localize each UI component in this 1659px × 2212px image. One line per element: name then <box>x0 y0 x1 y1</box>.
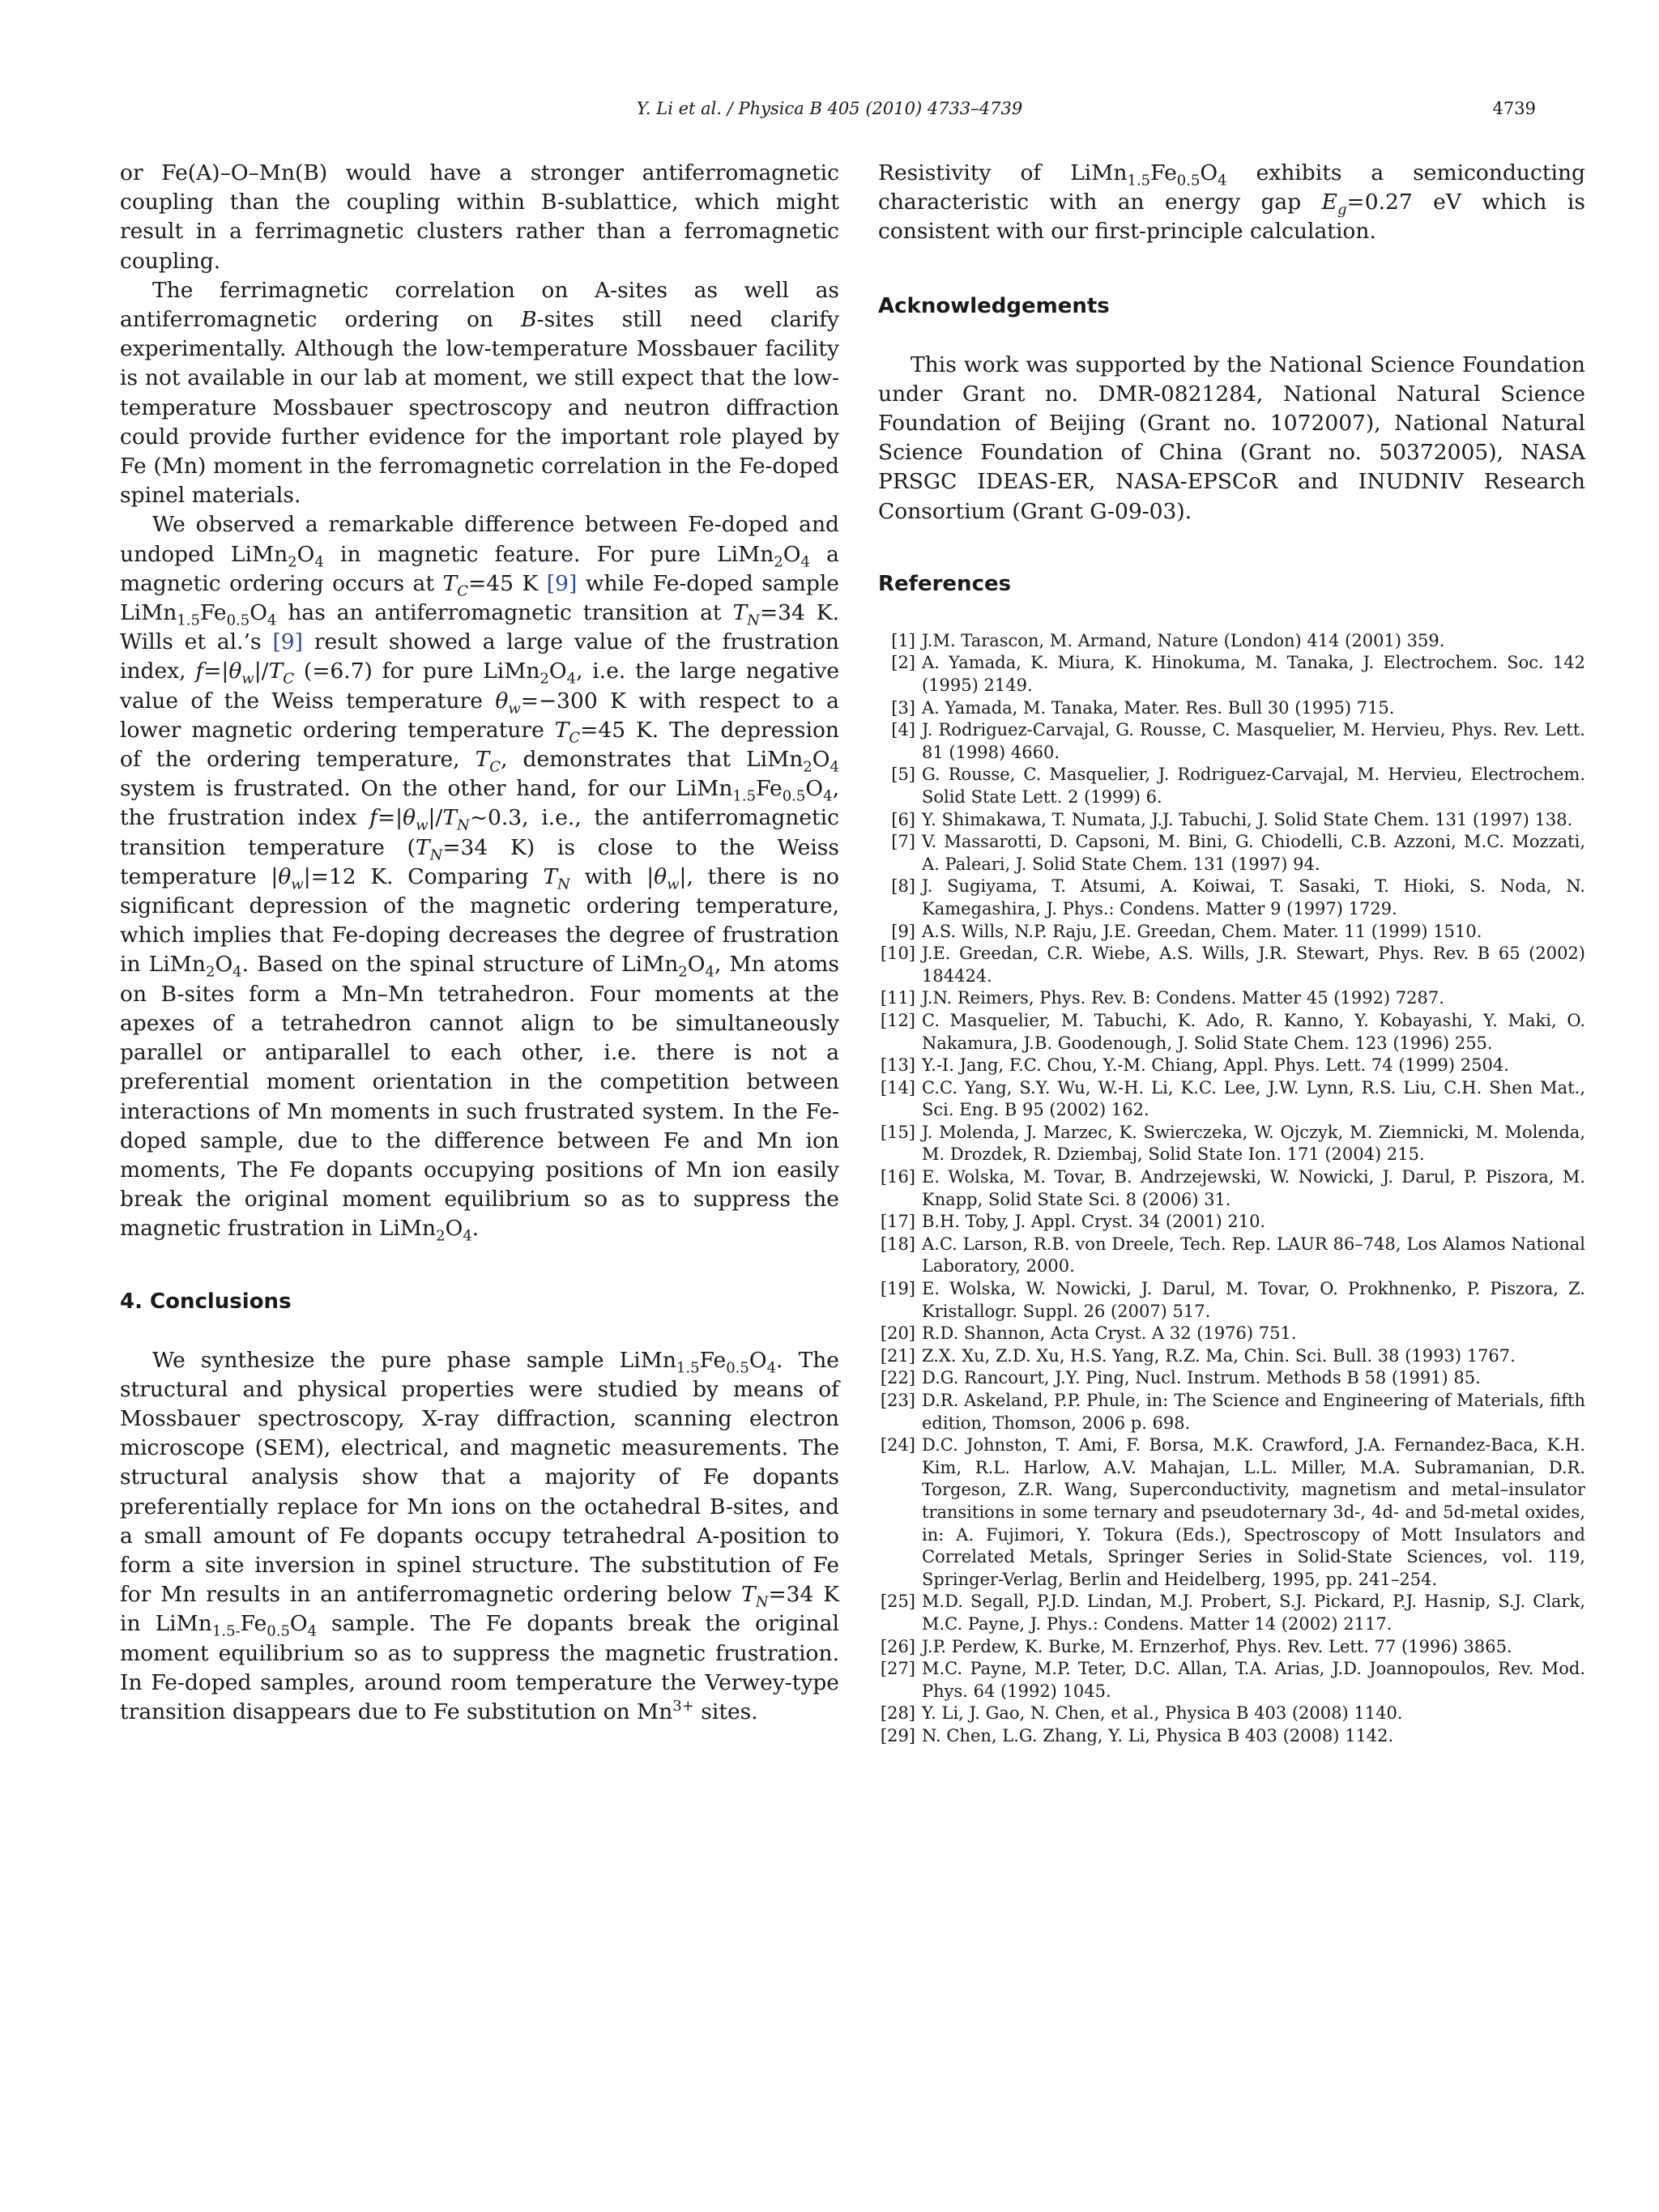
reference-text: Y. Shimakawa, T. Numata, J.J. Tabuchi, J. Solid State Chem. 131 (1997) 138. <box>922 809 1573 829</box>
reference-text: J.E. Greedan, C.R. Wiebe, A.S. Wills, J.R. Stewart, Phys. Rev. B 65 (2002) 184424. <box>922 944 1585 986</box>
reference-item <box>878 1122 1585 1166</box>
reference-item <box>878 1323 1585 1345</box>
reference-item <box>878 1345 1585 1368</box>
reference-number: [16] <box>880 1167 915 1187</box>
reference-text: A.S. Wills, N.P. Raju, J.E. Greedan, Chem. Mater. 11 (1999) 1510. <box>922 921 1482 941</box>
reference-item <box>878 809 1585 832</box>
acknowledgements-heading: Acknowledgements <box>878 293 1110 318</box>
reference-number: [27] <box>880 1659 915 1679</box>
reference-text: V. Massarotti, D. Capsoni, M. Bini, G. Chiodelli, C.B. Azzoni, M.C. Mozzati, A. Paleari, J. Solid State Chem. 131 (1997) 94. <box>922 832 1585 874</box>
reference-text: Z.X. Xu, Z.D. Xu, H.S. Yang, R.Z. Ma, Chin. Sci. Bull. 38 (1993) 1767. <box>922 1345 1516 1366</box>
reference-text: J.P. Perdew, K. Burke, M. Ernzerhof, Phys. Rev. Lett. 77 (1996) 3865. <box>922 1636 1512 1656</box>
paragraph-conclusions: We synthesize the pure phase sample $LiMn_{1.5}Fe_{0.5}O_4$. The structural and physical properties were studied by means of Mossbauer spectroscopy, X-ray diffraction, scanning electron microscope (SEM), electrical, and magnetic measurements. The structural analysis show that a majority of Fe dopants preferentially replace for Mn ions on the octahedral B-sites, and a small amount of Fe dopants occupy tetrahedral A-position to form a site inversion in spinel structure. The substitution of Fe for Mn results in an antiferromagnetic ordering below $T_N=34$ K in $LiMn_{1.5-}Fe_{0.5}O_4$ sample. The Fe dopants break the original moment equilibrium so as to suppress the magnetic frustration. In Fe-doped samples, around room temperature the Verwey-type transition disappears due to Fe substitution on $Mn^{3+}$ sites. <box>120 1347 840 1724</box>
reference-text: A. Yamada, M. Tanaka, Mater. Res. Bull 30 (1995) 715. <box>922 697 1395 718</box>
reference-item <box>878 1077 1585 1122</box>
reference-number: [26] <box>880 1636 915 1656</box>
reference-item <box>878 697 1585 720</box>
reference-item <box>878 1703 1585 1725</box>
reference-text: Y.-I. Jang, F.C. Chou, Y.-M. Chiang, Appl. Phys. Lett. 74 (1999) 2504. <box>922 1055 1509 1076</box>
reference-text: J. Molenda, J. Marzec, K. Swierczeka, W. Ojczyk, M. Ziemnicki, M. Molenda, M. Drozdek, R. Dziembaj, Solid State Ion. 171 (2004) 215. <box>922 1122 1585 1165</box>
reference-text: D.R. Askeland, P.P. Phule, in: The Science and Engineering of Materials, fifth edition, Thomson, 2006 p. 698. <box>922 1391 1585 1433</box>
reference-text: E. Wolska, W. Nowicki, J. Darul, M. Tovar, O. Prokhnenko, P. Piszora, Z. Kristallogr. Suppl. 26 (2007) 517. <box>922 1279 1585 1321</box>
reference-list <box>878 630 1585 1748</box>
reference-text: G. Rousse, C. Masquelier, J. Rodriguez-Carvajal, M. Hervieu, Electrochem. Solid State Lett. 2 (1999) 6. <box>922 765 1585 807</box>
reference-text: E. Wolska, M. Tovar, B. Andrzejewski, W. Nowicki, J. Darul, P. Piszora, M. Knapp, Solid State Sci. 8 (2006) 31. <box>922 1167 1585 1209</box>
reference-number: [23] <box>880 1391 915 1411</box>
reference-number: [7] <box>891 832 915 852</box>
reference-number: [5] <box>891 765 915 785</box>
reference-text: J. Rodriguez-Carvajal, G. Rousse, C. Masquelier, M. Hervieu, Phys. Rev. Lett. 81 (1998) 4660. <box>922 720 1585 762</box>
reference-item <box>878 943 1585 987</box>
reference-item <box>878 1211 1585 1234</box>
reference-item <box>878 1055 1585 1077</box>
reference-item <box>878 921 1585 944</box>
paragraph-acknowledgements: This work was supported by the National Science Foundation under Grant no. DMR-0821284, National Natural Science Foundation of Beijing (Grant no. 1072007), National Natural Science Foundation of China (Grant no. 50372005), NASA PRSGC IDEAS-ER, NASA-EPSCoR and INUDNIV Research Consortium (Grant G-09-03). <box>878 352 1585 524</box>
reference-text: D.G. Rancourt, J.Y. Ping, Nucl. Instrum. Methods B 58 (1991) 85. <box>922 1368 1481 1388</box>
reference-text: C. Masquelier, M. Tabuchi, K. Ado, R. Kanno, Y. Kobayashi, Y. Maki, O. Nakamura, J.B. Goodenough, J. Solid State Chem. 123 (1996) 255. <box>922 1010 1585 1053</box>
reference-number: [6] <box>891 809 915 829</box>
reference-text: B.H. Toby, J. Appl. Cryst. 34 (2001) 210. <box>922 1212 1266 1232</box>
reference-item <box>878 1278 1585 1323</box>
reference-number: [24] <box>880 1435 915 1455</box>
reference-number: [2] <box>891 653 915 673</box>
reference-item <box>878 1591 1585 1635</box>
reference-text: M.C. Payne, M.P. Teter, D.C. Allan, T.A. Arias, J.D. Joannopoulos, Rev. Mod. Phys. 64 (1992) 1045. <box>922 1659 1585 1701</box>
reference-item <box>878 831 1585 876</box>
reference-text: J.M. Tarascon, M. Armand, Nature (London) 414 (2001) 359. <box>922 630 1445 650</box>
reference-number: [14] <box>880 1077 915 1097</box>
reference-text: M.D. Segall, P.J.D. Lindan, M.J. Probert, S.J. Pickard, P.J. Hasnip, S.J. Clark, M.C. Payne, J. Phys.: Condens. Matter 14 (2002) 2117. <box>922 1592 1585 1634</box>
reference-item <box>878 1390 1585 1434</box>
reference-number: [11] <box>880 988 915 1008</box>
citation-link-9[interactable]: [9] <box>546 570 578 596</box>
reference-number: [10] <box>880 944 915 964</box>
journal-citation: Y. Li et al. / Physica B 405 (2010) 4733–4739 <box>636 99 1023 118</box>
reference-number: [25] <box>880 1592 915 1612</box>
reference-text: C.C. Yang, S.Y. Wu, W.-H. Li, K.C. Lee, J.W. Lynn, R.S. Liu, C.H. Shen Mat., Sci. Eng. B 95 (2002) 162. <box>922 1077 1585 1120</box>
reference-item <box>878 1367 1585 1390</box>
page-number: 4739 <box>1492 99 1536 118</box>
reference-text: J.N. Reimers, Phys. Rev. B: Condens. Matter 45 (1992) 7287. <box>922 988 1444 1008</box>
reference-item <box>878 987 1585 1010</box>
reference-text: N. Chen, L.G. Zhang, Y. Li, Physica B 403 (2008) 1142. <box>922 1725 1394 1745</box>
reference-text: A. Yamada, K. Miura, K. Hinokuma, M. Tanaka, J. Electrochem. Soc. 142 (1995) 2149. <box>922 653 1585 696</box>
conclusions-heading: 4. Conclusions <box>120 1289 292 1314</box>
reference-text: R.D. Shannon, Acta Cryst. A 32 (1976) 751. <box>922 1323 1297 1344</box>
reference-item <box>878 719 1585 764</box>
citation-link-9[interactable]: [9] <box>272 629 304 655</box>
reference-item <box>878 630 1585 653</box>
reference-item <box>878 1658 1585 1703</box>
reference-item <box>878 1010 1585 1055</box>
reference-number: [8] <box>891 876 915 897</box>
paragraph-fe-coupling: or Fe(A)–O–Mn(B) would have a stronger antiferromagnetic coupling than the coupling within B-sublattice, which might result in a ferrimagnetic clusters rather than a ferromagnetic coupling. <box>120 160 839 274</box>
reference-item <box>878 652 1585 697</box>
reference-number: [4] <box>891 720 915 740</box>
reference-number: [20] <box>880 1323 915 1344</box>
reference-number: [12] <box>880 1010 915 1030</box>
reference-item <box>878 1166 1585 1211</box>
reference-number: [22] <box>880 1368 915 1388</box>
paragraph-resistivity: Resistivity of $LiMn_{1.5}Fe_{0.5}O_4$ exhibits a semiconducting characteristic with an energy gap $E_g=0.27$ eV which is consistent with our first-principle calculation. <box>878 160 1585 245</box>
left-column <box>120 159 839 1727</box>
paragraph-ferrimagnetic-correlation: The ferrimagnetic correlation on A-sites as well as antiferromagnetic ordering on B-sites still need clarify experimentally. Although the low-temperature Mossbauer facility is not available in our lab at moment, we still expect that the low-temperature Mossbauer spectroscopy and neutron diffraction could provide further evidence for the important role played by Fe (Mn) moment in the ferromagnetic correlation in the Fe-doped spinel materials. <box>120 277 839 509</box>
reference-number: [28] <box>880 1703 915 1724</box>
reference-number: [13] <box>880 1055 915 1076</box>
reference-number: [15] <box>880 1122 915 1142</box>
reference-item <box>878 876 1585 920</box>
reference-number: [19] <box>880 1279 915 1299</box>
right-column <box>878 159 1585 1748</box>
reference-item <box>878 1234 1585 1278</box>
reference-number: [1] <box>891 630 915 650</box>
reference-number: [9] <box>891 921 915 941</box>
reference-text: J. Sugiyama, T. Atsumi, A. Koiwai, T. Sasaki, T. Hioki, S. Noda, N. Kamegashira, J. Phys.: Condens. Matter 9 (1997) 1729. <box>922 876 1585 918</box>
reference-item <box>878 764 1585 808</box>
reference-text: D.C. Johnston, T. Ami, F. Borsa, M.K. Crawford, J.A. Fernandez-Baca, K.H. Kim, R.L. Harlow, A.V. Mahajan, L.L. Miller, M.A. Subramanian, D.R. Torgeson, Z.R. Wang, Superconductivity, magnetism and metal–insulator transitions in some ternary and pseudoternary 3d-, 4d- and 5d-metal oxides, in: A. Fujimori, Y. Tokura (Eds.), Spectroscopy of Mott Insulators and Correlated Metals, Springer Series in Solid-State Sciences, vol. 119, Springer-Verlag, Berlin and Heidelberg, 1995, pp. 241–254. <box>922 1435 1585 1589</box>
reference-item <box>878 1636 1585 1659</box>
references-heading: References <box>878 571 1012 596</box>
reference-item <box>878 1434 1585 1591</box>
reference-text: Y. Li, J. Gao, N. Chen, et al., Physica B 403 (2008) 1140. <box>922 1703 1403 1724</box>
reference-number: [18] <box>880 1234 915 1254</box>
reference-item <box>878 1725 1585 1748</box>
running-header <box>0 96 1659 128</box>
reference-number: [3] <box>891 697 915 718</box>
reference-text: A.C. Larson, R.B. von Dreele, Tech. Rep. LAUR 86–748, Los Alamos National Laboratory, 2000. <box>922 1234 1585 1276</box>
reference-number: [17] <box>880 1212 915 1232</box>
reference-number: [21] <box>880 1345 915 1366</box>
reference-number: [29] <box>880 1725 915 1745</box>
paragraph-frustration: We observed a remarkable difference between Fe-doped and undoped $LiMn_2O_4$ in magnetic feature. For pure $LiMn_2O_4$ a magnetic ordering occurs at $T_C=45$ K [9] while Fe-doped sample $LiMn_{1.5}Fe_{0.5}O_4$ has an antiferromagnetic transition at $T_N=34$ K. Wills et al.’s [9] result showed a large value of the frustration index, $f=|\theta_w|/T_C$ (=6.7) for pure $LiMn_2O_4$, i.e. the large negative value of the Weiss temperature $\theta_w=-300$ K with respect to a lower magnetic ordering temperature $T_C=45$ K. The depression of the ordering temperature, $T_C$, demonstrates that $LiMn_2O_4$ system is frustrated. On the other hand, for our $LiMn_{1.5}Fe_{0.5}O_4$, the frustration index $f=|\theta_w|/T_N\sim 0.3$, i.e., the antiferromagnetic transition temperature ($T_N=34$ K) is close to the Weiss temperature $|\theta_w|=12$ K. Comparing $T_N$ with $|\theta_w|$, there is no significant depression of the magnetic ordering temperature, which implies that Fe-doping decreases the degree of frustration in $LiMn_2O_4$. Based on the spinal structure of $LiMn_2O_4$, Mn atoms on B-sites form a Mn–Mn tetrahedron. Four moments at the apexes of a tetrahedron cannot align to be simultaneously parallel or antiparallel to each other, i.e. there is not a preferential moment orientation in the competition between interactions of Mn moments in such frustrated system. In the Fe-doped sample, due to the difference between Fe and Mn ion moments, The Fe dopants occupying positions of Mn ion easily break the original moment equilibrium so as to suppress the magnetic frustration in $LiMn_2O_4$. <box>120 512 840 1245</box>
